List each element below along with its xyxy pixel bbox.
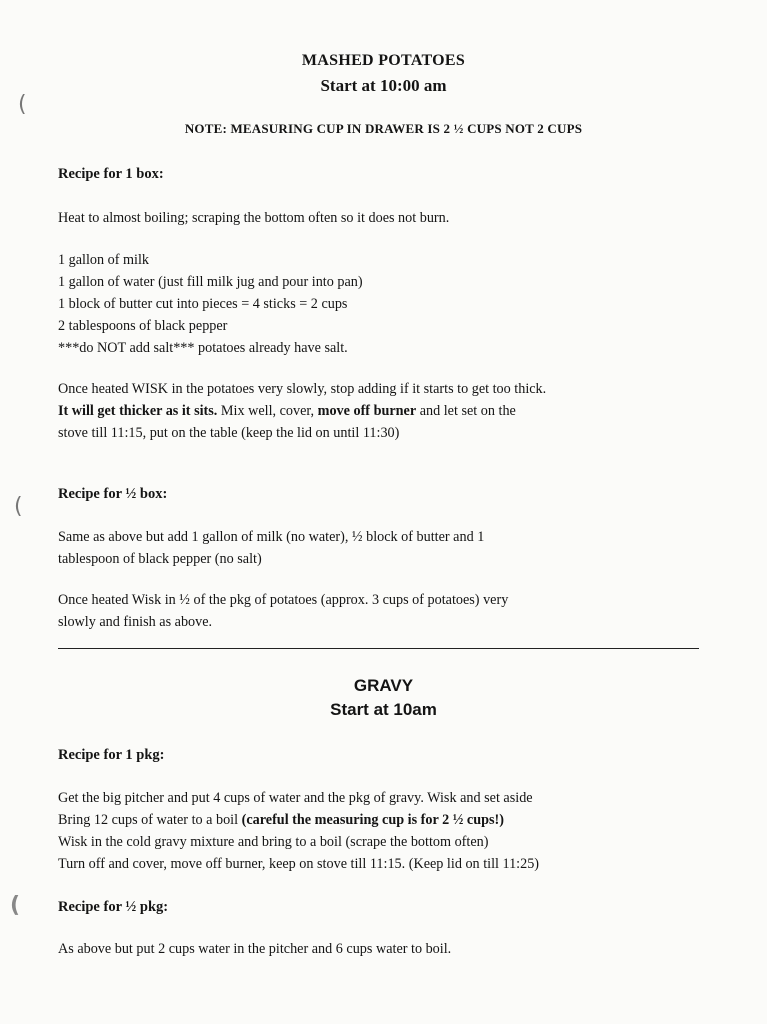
recipe-1-box-instructions — [58, 378, 718, 444]
section-divider — [58, 648, 699, 649]
measuring-cup-note: NOTE: MEASURING CUP IN DRAWER IS 2 ½ CUPS NOT 2 CUPS — [184, 121, 583, 136]
instruction-line: tablespoon of black pepper (no salt) — [58, 551, 262, 567]
instruction-line: Wisk in the cold gravy mixture and bring to a boil (scrape the bottom often) — [58, 834, 489, 850]
instruction-line: Once heated WISK in the potatoes very slowly, stop adding if it starts to get too thick. — [58, 381, 547, 397]
instruction-text: and let set on the — [416, 403, 516, 419]
instruction-line: stove till 11:15, put on the table (keep the lid on until 11:30) — [58, 425, 400, 441]
hole-punch-mark: ( — [14, 494, 23, 519]
mashed-potatoes-start-time: Start at 10:00 am — [320, 76, 447, 95]
instruction-emphasis: move off burner — [317, 403, 417, 419]
instruction-line: Same as above but add 1 gallon of milk (no water), ½ block of butter and 1 — [58, 529, 485, 545]
recipe-1-box-intro-text: Heat to almost boiling; scraping the bottom often so it does not burn. — [58, 210, 450, 226]
gravy-recipe-half-pkg-header: Recipe for ½ pkg: — [58, 899, 169, 915]
mashed-potatoes-title: MASHED POTATOES — [301, 52, 466, 69]
ingredients-list — [58, 249, 718, 359]
hole-punch-mark: ( — [18, 92, 27, 117]
gravy-recipe-half-pkg-steps — [58, 938, 718, 960]
instruction-line — [58, 809, 718, 831]
instruction-line — [58, 400, 718, 422]
instruction-text: Mix well, cover, — [217, 403, 318, 419]
gravy-start-time: Start at 10am — [330, 700, 437, 719]
recipe-1-box-section — [58, 163, 718, 185]
instruction-line: Get the big pitcher and put 4 cups of water and the pkg of gravy. Wisk and set aside — [58, 790, 533, 806]
instruction-emphasis: (careful the measuring cup is for 2 ½ cups!) — [241, 812, 504, 828]
gravy-recipe-1-pkg-steps — [58, 787, 718, 875]
gravy-recipe-1-pkg-section — [58, 744, 718, 766]
gravy-recipe-1-pkg-header: Recipe for 1 pkg: — [58, 747, 165, 763]
instruction-text: Bring 12 cups of water to a boil — [58, 812, 242, 828]
instruction-emphasis: It will get thicker as it sits. — [58, 403, 218, 419]
gravy-recipe-half-pkg-section — [58, 896, 718, 918]
hole-punch-mark: ( — [10, 893, 21, 918]
recipe-1-box-intro — [58, 207, 718, 229]
ingredient-item: 2 tablespoons of black pepper — [58, 318, 228, 334]
recipe-1-box-header: Recipe for 1 box: — [58, 166, 164, 182]
recipe-half-box-ingredients — [58, 526, 718, 570]
instruction-line: Once heated Wisk in ½ of the pkg of potatoes (approx. 3 cups of potatoes) very — [58, 592, 509, 608]
recipe-half-box-section — [58, 483, 718, 505]
gravy-title: GRAVY — [353, 676, 414, 695]
ingredient-item: 1 block of butter cut into pieces = 4 sticks = 2 cups — [58, 296, 348, 312]
instruction-line: Turn off and cover, move off burner, keep on stove till 11:15. (Keep lid on till 11:25) — [58, 856, 540, 872]
recipe-half-box-instructions — [58, 589, 718, 633]
ingredient-item: ***do NOT add salt*** potatoes already have salt. — [58, 340, 348, 356]
instruction-line: slowly and finish as above. — [58, 614, 213, 630]
ingredient-item: 1 gallon of milk — [58, 252, 150, 268]
ingredient-item: 1 gallon of water (just fill milk jug and pour into pan) — [58, 274, 363, 290]
instruction-line: As above but put 2 cups water in the pitcher and 6 cups water to boil. — [58, 941, 452, 957]
recipe-half-box-header: Recipe for ½ box: — [58, 486, 168, 502]
